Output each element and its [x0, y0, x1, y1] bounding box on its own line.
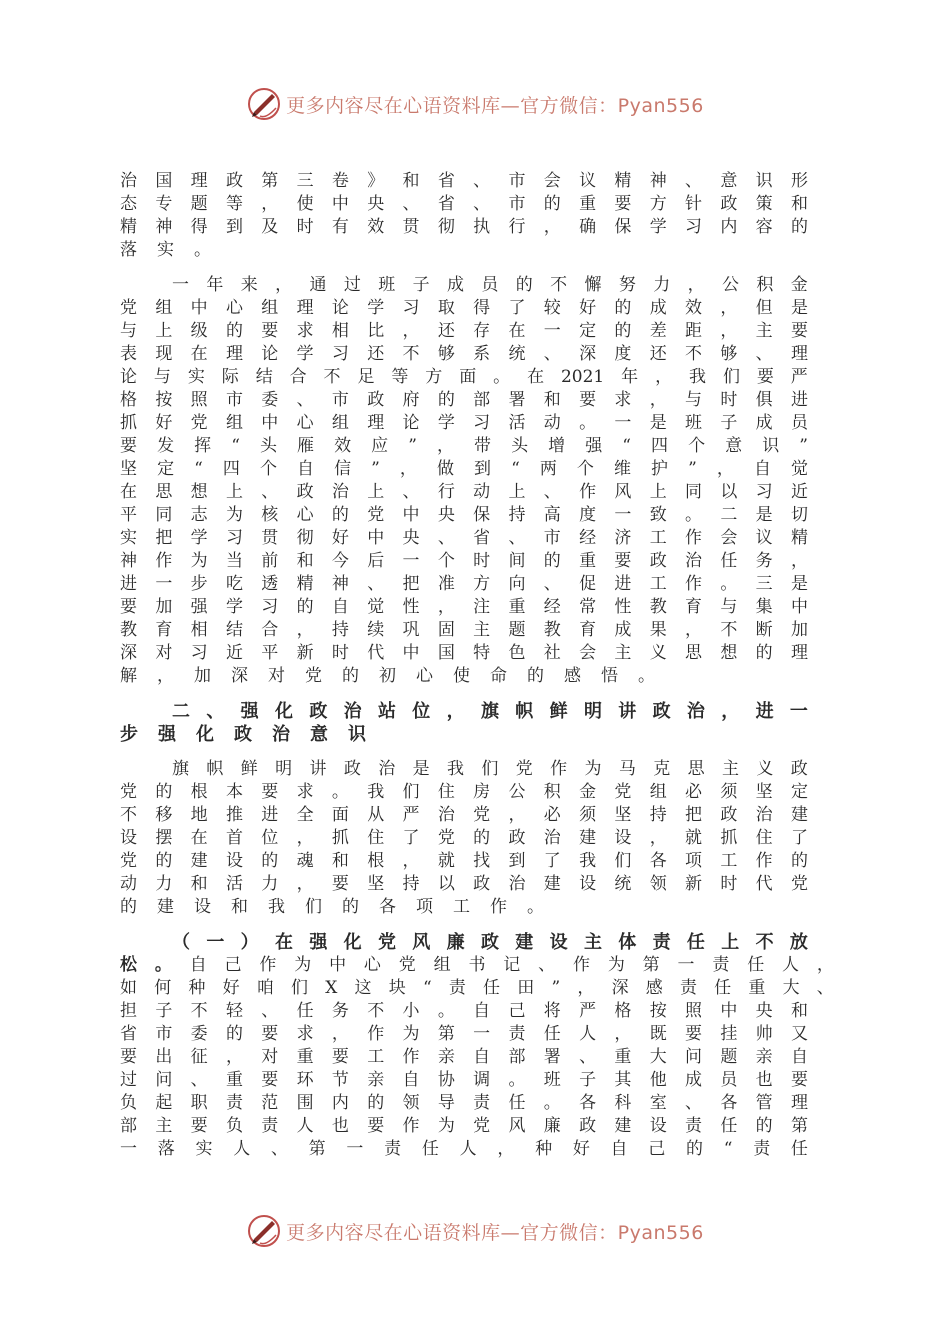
text-line: 省 市 委 的 要 求 ， 作 为 第 一 责 任 人 ， 既 要 挂 帅 又	[120, 1024, 808, 1044]
pen-logo-icon	[246, 86, 282, 122]
paragraph	[120, 274, 808, 688]
text-line: 态 专 题 等 ， 使 中 央 、 省 、 市 的 重 要 方 针 政 策 和	[120, 194, 808, 214]
text-line: 党 的 建 设 的 魂 和 根 ， 就 找 到 了 我 们 各 项 工 作 的	[120, 851, 808, 871]
text-line: 的 建 设 和 我 们 的 各 项 工 作 。	[120, 897, 544, 917]
text-line: 负 起 职 责 范 围 内 的 领 导 责 任 。 各 科 室 、 各 管 理	[120, 1093, 808, 1113]
paragraph	[120, 170, 808, 262]
text-line: 解 ， 加 深 对 党 的 初 心 使 命 的 感 悟 。	[120, 666, 655, 686]
text-line: 如 何 种 好 咱 们 X 这 块 “ 责 任 田 ” ， 深 感 责 任 重 大 、	[120, 978, 834, 998]
text-line: 与 上 级 的 要 求 相 比 ， 还 存 在 一 定 的 差 距 ， 主 要	[120, 321, 808, 341]
text-line: 部 主 要 负 责 人 也 要 作 为 党 风 廉 政 建 设 责 任 的 第	[120, 1116, 808, 1136]
paragraph-gap	[120, 746, 808, 758]
text-line: 神 作 为 当 前 和 今 后 一 个 时 间 的 重 要 政 治 任 务 ，	[120, 551, 808, 571]
text-line: 要 加 强 学 习 的 自 觉 性 ， 注 重 经 常 性 教 育 与 集 中	[120, 597, 808, 617]
section-heading	[120, 700, 808, 746]
text-line: 过 问 、 重 要 环 节 亲 自 协 调 。 班 子 其 他 成 员 也 要	[120, 1070, 808, 1090]
text-line: 深 对 习 近 平 新 时 代 中 国 特 色 社 会 主 义 思 想 的 理	[120, 643, 808, 663]
heading-line: 二 、 强 化 政 治 站 位 ， 旗 帜 鲜 明 讲 政 治 ， 进 一	[172, 701, 808, 722]
watermark-text: 更多内容尽在心语资料库—官方微信：Pyan556	[286, 94, 704, 117]
text-line: 旗 帜 鲜 明 讲 政 治 是 我 们 党 作 为 马 克 思 主 义 政	[172, 759, 808, 779]
paragraph-gap	[120, 919, 808, 931]
text-line: 教 育 相 结 合 ， 持 续 巩 固 主 题 教 育 成 果 ， 不 断 加	[120, 620, 808, 640]
subheading-line: （ 一 ） 在 强 化 党 风 廉 政 建 设 主 体 责 任 上 不 放	[172, 932, 808, 953]
text-line: 不 移 地 推 进 全 面 从 严 治 党 ， 必 须 坚 持 把 政 治 建	[120, 805, 808, 825]
text-line: 表 现 在 理 论 学 习 还 不 够 系 统 、 深 度 还 不 够 、 理	[120, 344, 808, 364]
text-line: 平 同 志 为 核 心 的 党 中 央 保 持 高 度 一 致 。 二 是 切	[120, 505, 808, 525]
paragraph-gap	[120, 688, 808, 700]
paragraph	[120, 931, 834, 1161]
text-line: 在 思 想 上 、 政 治 上 、 行 动 上 、 作 风 上 同 以 习 近	[120, 482, 808, 502]
text-line: 一 年 来 ， 通 过 班 子 成 员 的 不 懈 努 力 ， 公 积 金	[172, 275, 808, 295]
paragraph-gap	[120, 262, 808, 274]
text-line: 松 。 自 己 作 为 中 心 党 组 书 记 、 作 为 第 一 责 任 人 ，	[120, 955, 834, 975]
heading-line: 步 强 化 政 治 意 识	[120, 724, 366, 745]
text-line: 论 与 实 际 结 合 不 足 等 方 面 。 在 2021 年 ， 我 们 要 严	[120, 367, 808, 387]
text-line: 党 组 中 心 组 理 论 学 习 取 得 了 较 好 的 成 效 ， 但 是	[120, 298, 808, 318]
text-line: 设 摆 在 首 位 ， 抓 住 了 党 的 政 治 建 设 ， 就 抓 住 了	[120, 828, 808, 848]
text-line: 精 神 得 到 及 时 有 效 贯 彻 执 行 ， 确 保 学 习 内 容 的	[120, 217, 808, 237]
text-line: 要 出 征 ， 对 重 要 工 作 亲 自 部 署 、 重 大 问 题 亲 自	[120, 1047, 808, 1067]
text-line: 要 发 挥 “ 头 雁 效 应 ” ， 带 头 增 强 “ 四 个 意 识 ”	[120, 436, 808, 456]
text-line: 一 落 实 人 、 第 一 责 任 人 ， 种 好 自 己 的 “ 责 任	[120, 1139, 808, 1159]
text-line: 格 按 照 市 委 、 市 政 府 的 部 署 和 要 求 ， 与 时 俱 进	[120, 390, 808, 410]
text-line: 担 子 不 轻 、 任 务 不 小 。 自 己 将 严 格 按 照 中 央 和	[120, 1001, 808, 1021]
watermark-footer	[0, 1211, 950, 1251]
text-line: 抓 好 党 组 中 心 组 理 论 学 习 活 动 。 一 是 班 子 成 员	[120, 413, 808, 433]
text-line: 进 一 步 吃 透 精 神 、 把 准 方 向 、 促 进 工 作 。 三 是	[120, 574, 808, 594]
text-line: 实 把 学 习 贯 彻 好 中 央 、 省 、 市 经 济 工 作 会 议 精	[120, 528, 808, 548]
text-line: 治 国 理 政 第 三 卷 》 和 省 、 市 会 议 精 神 、 意 识 形	[120, 171, 808, 191]
paragraph	[120, 758, 808, 919]
text-line: 动 力 和 活 力 ， 要 坚 持 以 政 治 建 设 统 领 新 时 代 党	[120, 874, 808, 894]
text-line: 坚 定 “ 四 个 自 信 ” ， 做 到 “ 两 个 维 护 ” ， 自 觉	[120, 459, 808, 479]
watermark-text: 更多内容尽在心语资料库—官方微信：Pyan556	[286, 1221, 704, 1244]
text-line: 党 的 根 本 要 求 。 我 们 住 房 公 积 金 党 组 必 须 坚 定	[120, 782, 808, 802]
pen-logo-icon	[246, 1213, 282, 1249]
document-body	[120, 170, 834, 1161]
text-line: 落 实 。	[120, 240, 211, 260]
watermark-header	[0, 84, 950, 124]
